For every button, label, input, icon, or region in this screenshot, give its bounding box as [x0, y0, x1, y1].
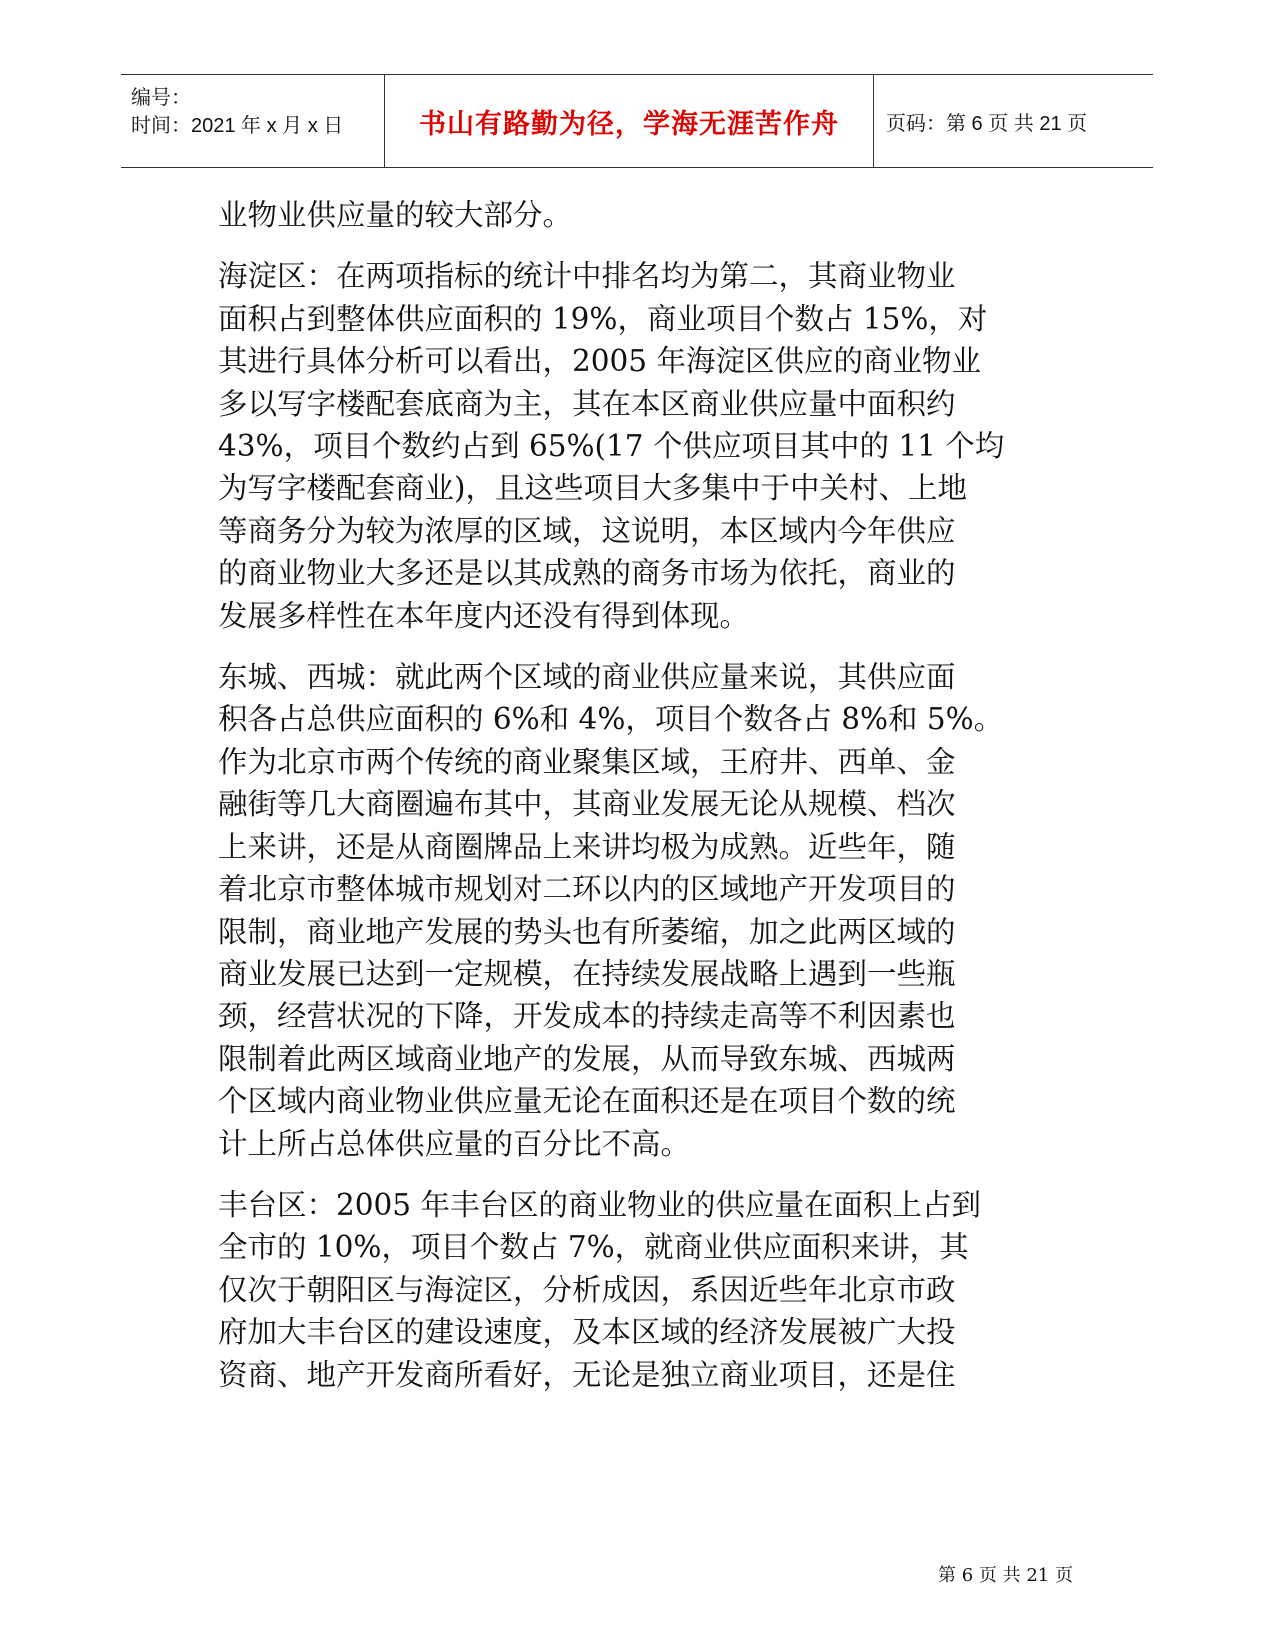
- time-label: 时间：2021 年 x 月 x 日: [131, 115, 344, 137]
- motto-text: 书山有路勤为径，学海无涯苦作舟: [419, 108, 839, 140]
- text-line: 其进行具体分析可以看出，2005 年海淀区供应的商业物业: [218, 344, 981, 379]
- text-line: 计上所占总体供应量的百分比不高。: [218, 1126, 691, 1161]
- header-page-cell: [874, 75, 1153, 167]
- text-line: 颈，经营状况的下降，开发成本的持续走高等不利因素也: [218, 999, 956, 1034]
- text-line: 为写字楼配套商业)，且这些项目大多集中于中关村、上地: [218, 471, 968, 506]
- text-line: 面积占到整体供应面积的 19%，商业项目个数占 15%，对: [218, 301, 988, 336]
- text-line: 上来讲，还是从商圈牌品上来讲均极为成熟。近些年，随: [218, 829, 956, 864]
- text-line: 43%，项目个数约占到 65%(17 个供应项目其中的 11 个均: [218, 429, 1005, 464]
- serial-number-label: 编号：: [131, 87, 191, 109]
- header-meta-cell: [121, 75, 385, 167]
- text-line: 发展多样性在本年度内还没有得到体现。: [218, 598, 750, 633]
- text-line: 多以写字楼配套底商为主，其在本区商业供应量中面积约: [218, 386, 956, 421]
- paragraph: [218, 656, 1068, 1165]
- text-line: 限制着此两区域商业地产的发展，从而导致东城、西城两: [218, 1041, 956, 1076]
- text-line: 着北京市整体城市规划对二环以内的区域地产开发项目的: [218, 872, 956, 907]
- page-footer: 第 6 页 共 21 页: [938, 1565, 1073, 1586]
- text-line: 东城、西城：就此两个区域的商业供应量来说，其供应面: [218, 660, 956, 695]
- text-line: 仅次于朝阳区与海淀区，分析成因，系因近些年北京市政: [218, 1272, 956, 1307]
- text-line: 积各占总供应面积的 6%和 4%，项目个数各占 8%和 5%。: [218, 702, 1004, 737]
- text-line: 全市的 10%，项目个数占 7%，就商业供应面积来讲，其: [218, 1230, 969, 1265]
- text-line: 海淀区：在两项指标的统计中排名均为第二，其商业物业: [218, 259, 956, 294]
- text-line: 府加大丰台区的建设速度，及本区域的经济发展被广大投: [218, 1315, 956, 1350]
- text-line: 作为北京市两个传统的商业聚集区域，王府井、西单、金: [218, 744, 956, 779]
- paragraph: [218, 255, 1068, 637]
- document-body: [218, 194, 1068, 1415]
- text-line: 丰台区：2005 年丰台区的商业物业的供应量在面积上占到: [218, 1187, 981, 1222]
- text-line: 资商、地产开发商所看好，无论是独立商业项目，还是住: [218, 1357, 956, 1392]
- header-page-label: 页码：第 6 页 共 21 页: [886, 112, 1088, 135]
- text-line: 等商务分为较为浓厚的区域，这说明，本区域内今年供应: [218, 513, 956, 548]
- paragraph: [218, 1184, 1068, 1396]
- header-motto-cell: [385, 75, 874, 167]
- text-line: 商业发展已达到一定规模，在持续发展战略上遇到一些瓶: [218, 956, 956, 991]
- text-line: 融街等几大商圈遍布其中，其商业发展无论从规模、档次: [218, 787, 956, 822]
- text-line: 限制，商业地产发展的势头也有所萎缩，加之此两区域的: [218, 914, 956, 949]
- text-line: 个区域内商业物业供应量无论在面积还是在项目个数的统: [218, 1084, 956, 1119]
- text-line: 业物业供应量的较大部分。: [218, 198, 573, 232]
- page-header: [121, 74, 1153, 168]
- text-line: 的商业物业大多还是以其成熟的商务市场为依托，商业的: [218, 556, 956, 591]
- paragraph: [218, 194, 1068, 236]
